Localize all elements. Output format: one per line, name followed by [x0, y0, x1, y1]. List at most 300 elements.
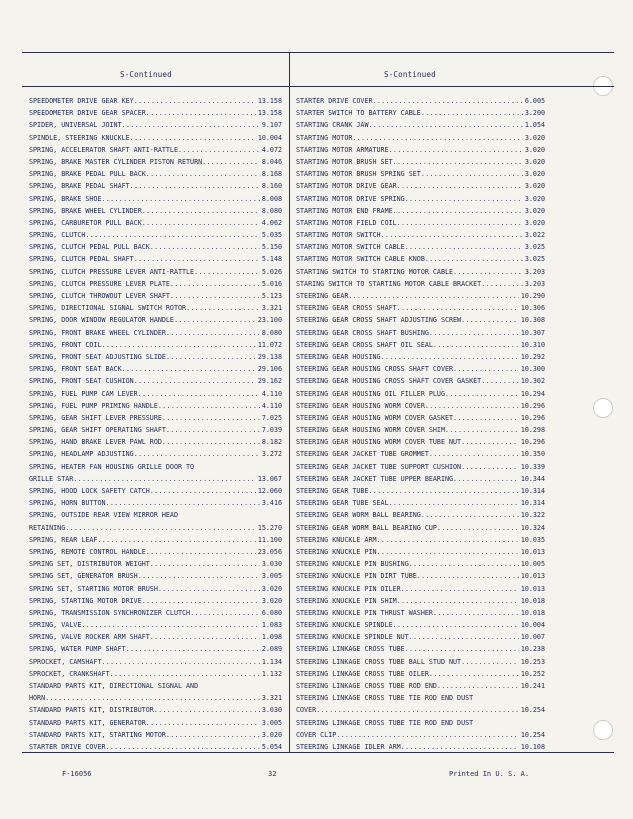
- entry-page-ref: 4.110: [261, 389, 282, 398]
- leader-dots: [429, 448, 519, 460]
- index-entry: [29, 692, 282, 704]
- entry-page-ref: 10.013: [520, 547, 545, 556]
- entry-text: STEERING LINKAGE IDLER ARM: [296, 742, 401, 751]
- index-entry: [296, 375, 545, 387]
- index-entry: [29, 193, 282, 205]
- index-entry: [296, 119, 545, 131]
- entry-text: SPRING, OUTSIDE REAR VIEW MIRROR HEAD: [29, 511, 178, 520]
- leader-dots: [106, 741, 260, 753]
- leader-dots: [146, 546, 256, 558]
- index-entry: [296, 412, 545, 424]
- entry-page-ref: 3.321: [261, 304, 282, 313]
- leader-dots: [150, 558, 260, 570]
- leader-dots: [352, 132, 522, 144]
- entry-text: COVER CLIP: [296, 730, 337, 739]
- leader-dots: [373, 95, 523, 107]
- index-entry: [296, 583, 545, 595]
- entry-text: STARTING MOTOR BRUSH SET: [296, 157, 393, 166]
- entry-text: STEERING GEAR CROSS SHAFT OIL SEAL: [296, 340, 433, 349]
- leader-dots: [85, 229, 259, 241]
- entry-page-ref: 10.254: [520, 730, 545, 739]
- entry-text: STARTING MOTOR FIELD COIL: [296, 218, 397, 227]
- entry-text: STEERING LINKAGE CROSS TUBE TIE ROD END DUST: [296, 718, 474, 727]
- leader-dots: [377, 534, 519, 546]
- entry-text: SPROCKET, CAMSHAFT: [29, 657, 102, 666]
- entry-page-ref: 13.158: [257, 97, 282, 105]
- leader-dots: [461, 314, 519, 326]
- entry-text: SPRING, DIRECTIONAL SIGNAL SWITCH ROTOR: [29, 304, 187, 313]
- entry-text: STEERING LINKAGE CROSS TUBE BALL STUD NUT: [296, 657, 462, 666]
- index-entry: [296, 351, 545, 363]
- index-entry: [29, 656, 282, 668]
- index-entry: [29, 412, 282, 424]
- leader-dots: [405, 643, 519, 655]
- entry-page-ref: 3.203: [524, 279, 545, 288]
- entry-page-ref: 10.004: [257, 133, 282, 142]
- entry-page-ref: 10.350: [520, 450, 545, 459]
- entry-text: SPRING, VALVE ROCKER ARM SHAFT: [29, 633, 150, 642]
- entry-text: SPRING, HEATER FAN HOUSING GRILLE DOOR TO: [29, 462, 195, 471]
- entry-text: SPRING SET, DISTRIBUTOR WEIGHT: [29, 560, 150, 569]
- index-entry: [296, 497, 545, 509]
- leader-dots: [393, 619, 519, 631]
- entry-page-ref: 10.314: [520, 487, 545, 495]
- column-divider: [289, 52, 290, 752]
- leader-dots: [146, 717, 260, 729]
- leader-dots: [126, 643, 260, 655]
- entry-text: SPRING, FUEL PUMP PRIMING HANDLE: [29, 401, 158, 410]
- index-entry: [29, 680, 282, 692]
- entry-text: SPRING, HAND BRAKE LEVER PAWL ROD: [29, 438, 162, 447]
- index-entry: [296, 363, 545, 375]
- leader-dots: [134, 375, 256, 387]
- index-entry: [29, 278, 282, 290]
- entry-text: STEERING GEAR JACKET TUBE GROMMET: [296, 450, 429, 459]
- entry-page-ref: 8.008: [261, 194, 282, 203]
- entry-page-ref: 4.062: [261, 218, 282, 227]
- entry-page-ref: 8.080: [261, 328, 282, 337]
- entry-page-ref: 8.182: [261, 438, 282, 447]
- index-entry: [29, 522, 282, 534]
- left-column-header: S-Continued: [120, 70, 172, 79]
- index-entry: [29, 400, 282, 412]
- entry-text: STEERING KNUCKLE PIN THRUST WASHER: [296, 608, 433, 617]
- index-entry: [29, 119, 282, 131]
- entry-text: STEERING GEAR HOUSING WORM COVER TUBE NUT: [296, 438, 462, 447]
- entry-page-ref: 3.020: [524, 170, 545, 179]
- entry-text: STEERING GEAR HOUSING CROSS SHAFT COVER GASKET: [296, 377, 482, 386]
- entry-text: STEERING GEAR HOUSING CROSS SHAFT COVER: [296, 365, 454, 374]
- entry-page-ref: 29.138: [257, 352, 282, 361]
- index-entry: [296, 205, 545, 217]
- entry-page-ref: 5.035: [261, 231, 282, 240]
- entry-page-ref: 3.203: [524, 267, 545, 276]
- entry-page-ref: 3.025: [524, 243, 545, 252]
- entry-text: STANDARD PARTS KIT, DISTRIBUTOR: [29, 706, 154, 715]
- entry-text: SPRING, REMOTE CONTROL HANDLE: [29, 547, 146, 556]
- leader-dots: [421, 168, 523, 180]
- entry-text: STEERING GEAR HOUSING WORM COVER GASKET: [296, 413, 454, 422]
- index-entry: [29, 290, 282, 302]
- index-entry: [29, 619, 282, 631]
- entry-text: STARTING MOTOR DRIVE GEAR: [296, 182, 397, 191]
- entry-text: STARTING MOTOR SWITCH CABLE: [296, 243, 405, 252]
- entry-page-ref: 10.339: [520, 462, 545, 471]
- index-entry: [29, 217, 282, 229]
- entry-text: STARTING MOTOR: [296, 133, 353, 142]
- index-entry: [296, 266, 545, 278]
- entry-page-ref: 8.080: [261, 206, 282, 215]
- leader-dots: [97, 534, 255, 546]
- entry-text: SPEEDOMETER DRIVE GEAR KEY: [29, 97, 134, 105]
- entry-text: STANDARD PARTS KIT, GENERATOR: [29, 718, 146, 727]
- form-number: F-16056: [62, 770, 92, 778]
- index-entry: [296, 619, 545, 631]
- leader-dots: [429, 327, 519, 339]
- entry-text: STARING SWITCH TO STARTING MOTOR CABLE BRACKET: [296, 279, 482, 288]
- leader-dots: [368, 485, 518, 497]
- leader-dots: [348, 290, 518, 302]
- entry-page-ref: 3.030: [261, 560, 282, 569]
- leader-dots: [409, 631, 519, 643]
- index-entry: [296, 193, 545, 205]
- leader-dots: [473, 717, 543, 729]
- index-entry: [296, 643, 545, 655]
- entry-text: STARTING MOTOR SWITCH: [296, 231, 381, 240]
- printed-in-note: Printed In U. S. A.: [449, 770, 530, 778]
- entry-page-ref: 10.296: [520, 401, 545, 410]
- leader-dots: [194, 461, 280, 473]
- leader-dots: [194, 266, 260, 278]
- entry-page-ref: 4.110: [261, 401, 282, 410]
- entry-text: SPRING, BRAKE MASTER CYLINDER PISTON RETURN: [29, 157, 203, 166]
- top-rule: [22, 52, 614, 53]
- entry-page-ref: 5.123: [261, 292, 282, 300]
- leader-dots: [170, 290, 260, 302]
- leader-dots: [336, 729, 519, 741]
- index-entry: [296, 448, 545, 460]
- entry-text: SPRING, CARBURETOR PULL BACK: [29, 218, 142, 227]
- index-entry: [296, 217, 545, 229]
- index-entry: [29, 302, 282, 314]
- leader-dots: [453, 266, 523, 278]
- entry-page-ref: 10.005: [520, 560, 545, 569]
- leader-dots: [101, 193, 259, 205]
- index-entry: [29, 436, 282, 448]
- leader-dots: [417, 570, 519, 582]
- entry-page-ref: 10.294: [520, 389, 545, 398]
- index-entry: [296, 229, 545, 241]
- entry-text: SPRING SET, STARTING MOTOR BRUSH: [29, 584, 158, 593]
- index-entry: [296, 595, 545, 607]
- entry-page-ref: 10.298: [520, 426, 545, 435]
- entry-page-ref: 5.016: [261, 279, 282, 288]
- entry-page-ref: 3.020: [524, 194, 545, 203]
- index-entry: [296, 95, 545, 107]
- leader-dots: [162, 436, 260, 448]
- index-entry: [296, 485, 545, 497]
- entry-page-ref: 3.200: [524, 109, 545, 118]
- index-entry: [296, 400, 545, 412]
- right-index-column: [296, 95, 545, 753]
- entry-text: HORN: [29, 694, 46, 703]
- index-entry: [296, 631, 545, 643]
- leader-dots: [101, 656, 259, 668]
- index-entry: [296, 704, 545, 716]
- leader-dots: [166, 729, 260, 741]
- leader-dots: [461, 656, 519, 668]
- index-entry: [29, 509, 282, 521]
- entry-page-ref: 7.025: [261, 413, 282, 422]
- entry-page-ref: 15.270: [257, 523, 282, 532]
- leader-dots: [106, 497, 260, 509]
- index-entry: [29, 704, 282, 716]
- entry-page-ref: 5.026: [261, 267, 282, 276]
- entry-text: SPRING, HEADLAMP ADJUSTING: [29, 450, 134, 459]
- index-entry: [29, 205, 282, 217]
- entry-page-ref: 10.292: [520, 352, 545, 361]
- index-entry: [296, 570, 545, 582]
- entry-text: STARTING MOTOR ARMATURE: [296, 145, 389, 154]
- leader-dots: [377, 546, 519, 558]
- entry-text: SPRING, TRANSMISSION SYNCHRONIZER CLUTCH: [29, 608, 191, 617]
- entry-page-ref: 10.324: [520, 523, 545, 532]
- entry-text: SPRING, STARTING MOTOR DRIVE: [29, 596, 142, 605]
- entry-page-ref: 10.253: [520, 657, 545, 666]
- entry-page-ref: 10.306: [520, 304, 545, 313]
- entry-text: SPRING, VALVE: [29, 621, 82, 630]
- leader-dots: [170, 278, 260, 290]
- entry-text: STEERING LINKAGE CROSS TUBE ROD END: [296, 682, 437, 690]
- leader-dots: [134, 448, 260, 460]
- entry-page-ref: 10.013: [520, 584, 545, 593]
- index-entry: [296, 668, 545, 680]
- leader-dots: [202, 156, 260, 168]
- binder-hole: [593, 398, 613, 418]
- index-entry: [29, 168, 282, 180]
- index-entry: [29, 570, 282, 582]
- entry-page-ref: 10.296: [520, 438, 545, 447]
- entry-text: GRILLE STAR: [29, 474, 74, 483]
- leader-dots: [437, 522, 519, 534]
- entry-text: STEERING KNUCKLE PIN DIRT TUBE: [296, 572, 417, 581]
- entry-page-ref: 10.238: [520, 645, 545, 654]
- entry-text: SPRING, FRONT COIL: [29, 340, 102, 349]
- leader-dots: [405, 193, 523, 205]
- entry-text: STANDARD PARTS KIT, DIRECTIONAL SIGNAL AND: [29, 682, 199, 690]
- entry-text: STANDARD PARTS KIT, STARTING MOTOR: [29, 730, 166, 739]
- leader-dots: [142, 205, 260, 217]
- entry-text: SPRING, ACCELERATOR SHAFT ANTI-RATTLE: [29, 145, 178, 154]
- index-entry: [29, 351, 282, 363]
- index-entry: [296, 327, 545, 339]
- entry-page-ref: 10.241: [520, 682, 545, 690]
- binder-hole: [593, 720, 613, 740]
- leader-dots: [150, 631, 260, 643]
- leader-dots: [186, 302, 260, 314]
- entry-page-ref: 9.107: [261, 121, 282, 130]
- entry-page-ref: 3.020: [524, 218, 545, 227]
- index-entry: [29, 314, 282, 326]
- entry-text: STEERING KNUCKLE PIN OILER: [296, 584, 401, 593]
- entry-page-ref: 3.025: [524, 255, 545, 264]
- index-entry: [296, 253, 545, 265]
- entry-text: STEERING GEAR TUBE: [296, 487, 369, 495]
- entry-text: STEERING GEAR TUBE SEAL: [296, 499, 389, 508]
- entry-text: SPRING, GEAR SHIFT LEVER PRESSURE: [29, 413, 162, 422]
- index-entry: [29, 339, 282, 351]
- leader-dots: [389, 497, 519, 509]
- leader-dots: [389, 144, 523, 156]
- entry-page-ref: 10.302: [520, 377, 545, 386]
- entry-page-ref: 1.054: [524, 121, 545, 130]
- index-entry: [29, 546, 282, 558]
- entry-page-ref: 10.018: [520, 596, 545, 605]
- entry-text: SPRING, FRONT BRAKE WHEEL CYLINDER: [29, 328, 166, 337]
- entry-page-ref: 3.030: [261, 706, 282, 715]
- leader-dots: [178, 509, 280, 521]
- leader-dots: [101, 339, 255, 351]
- index-entry: [296, 144, 545, 156]
- entry-page-ref: 12.060: [257, 487, 282, 495]
- index-entry: [296, 522, 545, 534]
- header-rule: [22, 86, 614, 87]
- entry-text: SPRING, CLUTCH PRESSURE LEVER PLATE: [29, 279, 170, 288]
- leader-dots: [316, 704, 519, 716]
- entry-text: SPIDER, UNIVERSAL JOINT: [29, 121, 122, 130]
- leader-dots: [445, 388, 519, 400]
- entry-page-ref: 10.322: [520, 511, 545, 520]
- entry-page-ref: 13.067: [257, 474, 282, 483]
- entry-text: SPRING, FRONT SEAT CUSHION: [29, 377, 134, 386]
- leader-dots: [190, 607, 260, 619]
- entry-text: STEERING KNUCKLE ARM: [296, 535, 377, 544]
- leader-dots: [45, 692, 260, 704]
- index-entry: [29, 132, 282, 144]
- entry-page-ref: 3.272: [261, 450, 282, 459]
- entry-page-ref: 3.416: [261, 499, 282, 508]
- leader-dots: [381, 351, 519, 363]
- entry-text: COVER: [296, 706, 317, 715]
- leader-dots: [138, 388, 260, 400]
- entry-page-ref: 10.296: [520, 413, 545, 422]
- leader-dots: [134, 253, 260, 265]
- entry-text: STARTER SWITCH TO BATTERY CABLE: [296, 109, 421, 118]
- entry-text: STEERING GEAR HOUSING OIL FILLER PLUG: [296, 389, 445, 398]
- leader-dots: [130, 180, 260, 192]
- leader-dots: [453, 412, 519, 424]
- left-index-column: [29, 95, 282, 753]
- leader-dots: [150, 485, 256, 497]
- leader-dots: [481, 375, 519, 387]
- entry-page-ref: 3.020: [524, 145, 545, 154]
- entry-text: STEERING KNUCKLE PIN SHIM: [296, 596, 397, 605]
- index-entry: [296, 290, 545, 302]
- entry-page-ref: 3.005: [261, 718, 282, 727]
- leader-dots: [397, 595, 519, 607]
- index-entry: [29, 253, 282, 265]
- index-entry: [296, 168, 545, 180]
- index-entry: [296, 607, 545, 619]
- entry-text: SPRING, BRAKE PEDAL PULL BACK: [29, 170, 146, 179]
- leader-dots: [174, 314, 256, 326]
- entry-text: STEERING GEAR WORM BALL BEARING: [296, 511, 421, 520]
- index-entry: [296, 339, 545, 351]
- leader-dots: [146, 168, 260, 180]
- entry-text: SPINDLE, STEERING KNUCKLE: [29, 133, 130, 142]
- entry-text: STARTING MOTOR DRIVE SPRING: [296, 194, 405, 203]
- leader-dots: [473, 692, 543, 704]
- index-entry: [296, 278, 545, 290]
- index-entry: [29, 241, 282, 253]
- entry-page-ref: 8.168: [261, 170, 282, 179]
- leader-dots: [122, 363, 256, 375]
- entry-page-ref: 6.005: [524, 97, 545, 105]
- leader-dots: [453, 473, 519, 485]
- entry-text: STEERING LINKAGE CROSS TUBE TIE ROD END DUST: [296, 694, 474, 703]
- entry-text: SPRING, DOOR WINDOW REGULATOR HANDLE: [29, 316, 174, 325]
- leader-dots: [425, 400, 519, 412]
- index-entry: [29, 643, 282, 655]
- index-entry: [29, 180, 282, 192]
- entry-text: STARTING MOTOR SWITCH CABLE KNOB: [296, 255, 425, 264]
- leader-dots: [461, 436, 519, 448]
- leader-dots: [425, 253, 523, 265]
- leader-dots: [166, 351, 256, 363]
- entry-page-ref: [280, 509, 282, 521]
- leader-dots: [198, 680, 280, 692]
- leader-dots: [397, 217, 523, 229]
- index-entry: [29, 595, 282, 607]
- index-entry: [296, 180, 545, 192]
- entry-page-ref: 10.300: [520, 365, 545, 374]
- entry-text: STARTING CRANK JAW: [296, 121, 369, 130]
- entry-page-ref: 7.039: [261, 426, 282, 435]
- entry-page-ref: 29.106: [257, 365, 282, 374]
- index-entry: [296, 436, 545, 448]
- entry-page-ref: 5.148: [261, 255, 282, 264]
- entry-text: SPRING, REAR LEAF: [29, 535, 98, 544]
- entry-text: SPEEDOMETER DRIVE GEAR SPACER: [29, 109, 146, 118]
- entry-text: STARTING MOTOR BRUSH SPRING SET: [296, 170, 421, 179]
- entry-text: STEERING GEAR WORM BALL BEARING CUP: [296, 523, 437, 532]
- leader-dots: [81, 619, 260, 631]
- index-entry: [296, 546, 545, 558]
- entry-text: STARTING MOTOR END FRAME: [296, 206, 393, 215]
- leader-dots: [405, 241, 523, 253]
- entry-page-ref: [543, 692, 545, 704]
- entry-page-ref: 5.054: [261, 742, 282, 751]
- entry-text: SPRING, CLUTCH PEDAL SHAFT: [29, 255, 134, 264]
- index-entry: [296, 107, 545, 119]
- entry-page-ref: 10.314: [520, 499, 545, 508]
- leader-dots: [166, 424, 260, 436]
- index-entry: [29, 473, 282, 485]
- entry-page-ref: 10.307: [520, 328, 545, 337]
- leader-dots: [162, 412, 260, 424]
- entry-text: STARTER DRIVE COVER: [29, 742, 106, 751]
- index-entry: [296, 692, 545, 704]
- index-entry: [29, 327, 282, 339]
- entry-page-ref: 3.020: [261, 584, 282, 593]
- entry-text: SPRING, BRAKE WHEEL CYLINDER: [29, 206, 142, 215]
- leader-dots: [445, 424, 519, 436]
- leader-dots: [401, 583, 519, 595]
- entry-text: SPRING, FRONT SEAT BACK: [29, 365, 122, 374]
- index-entry: [296, 314, 545, 326]
- index-entry: [296, 558, 545, 570]
- entry-text: STEERING KNUCKLE SPINDLE: [296, 621, 393, 630]
